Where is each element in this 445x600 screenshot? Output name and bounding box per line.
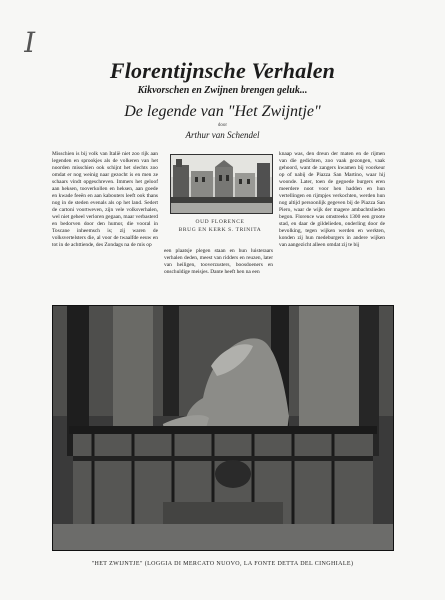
story-title: De legende van "Het Zwijntje" — [124, 103, 321, 120]
bridge-church-illustration — [171, 155, 272, 213]
author-name: Arthur van Schendel — [185, 130, 260, 140]
florence-bridge-photo — [170, 154, 273, 214]
text-column-2: een plaatsje plegen staan en hun luisteraars verhalen deden, meest van ridders en reuzen, later van heiligen, tooverzusters, boosdoeners en onschuldige meisjes. Dante heeft hen na een — [164, 248, 273, 275]
article-title: Florentijnsche Verhalen — [109, 58, 336, 83]
bottom-photo-caption: "HET ZWIJNTJE" (LOGGIA DI MERCATO NUOVO, LA FONTE DETTA DEL CINGHIALE) — [91, 561, 354, 567]
handwritten-margin-mark: I — [21, 26, 38, 59]
article-subtitle: Kikvorschen en Zwijnen brengen geluk... — [137, 85, 308, 96]
small-photo-caption-line-1: OUD FLORENCE — [195, 219, 245, 225]
boar-statue-illustration — [53, 306, 393, 550]
small-photo-caption-line-2: BRUG EN KERK S. TRINITA — [178, 227, 262, 233]
boar-fountain-photo — [52, 305, 394, 551]
byline-prefix: door — [217, 123, 228, 128]
text-column-1: Misschien is bij volk van Italië niet zoo rijk aan legenden en sprookjes als de volkeren van het noorden misschien ook schijnt het slechts zoo omdat er nog weinig naar gezocht is en men ze schaars vindt opgeschreven. Immers het geloof aan heksen, tooverkollen en heksen, aan goede en kwade feeën en aan kabouters leeft ook thans nog in de steden evenals als op het land. Sedert de cartoni voortweven, zijn vele volksverhalen, wel niet geheel verloren gegaan, maar verbasterd en bedorven door den humor, die vooral in Toscane inheemsch is; zij waren de volksvertelsters die, al voor de twaalfde eeuw en tot in de achttiende, des Zondags na de mis op — [52, 151, 158, 248]
text-column-3: knaap was, den dreun der maten en de rijmen van die gedichten, zoo vaak gezongen, vaak gehoord, want de zangers kwamen bij voorkeur op of nabij de Piazza San Martino, waar hij woonde. Later, toen de gegoede burgers eren meerdere noot voor hen hadden en hun vertellingen en rijmpjes verkochten, werden hun nog altijd persoonlijk gegeven bij de Piazza San Piero, waar de wijk der magere ambachtslieden begon. Florence was omstreeks 1300 een groote stad, en daar de gildelieden, onderling door de bevolking, tegen wijken werden en werkten, konden zij hun medeburgers in andere wijken van aangezicht alleen omdat zij te bij — [279, 151, 385, 248]
